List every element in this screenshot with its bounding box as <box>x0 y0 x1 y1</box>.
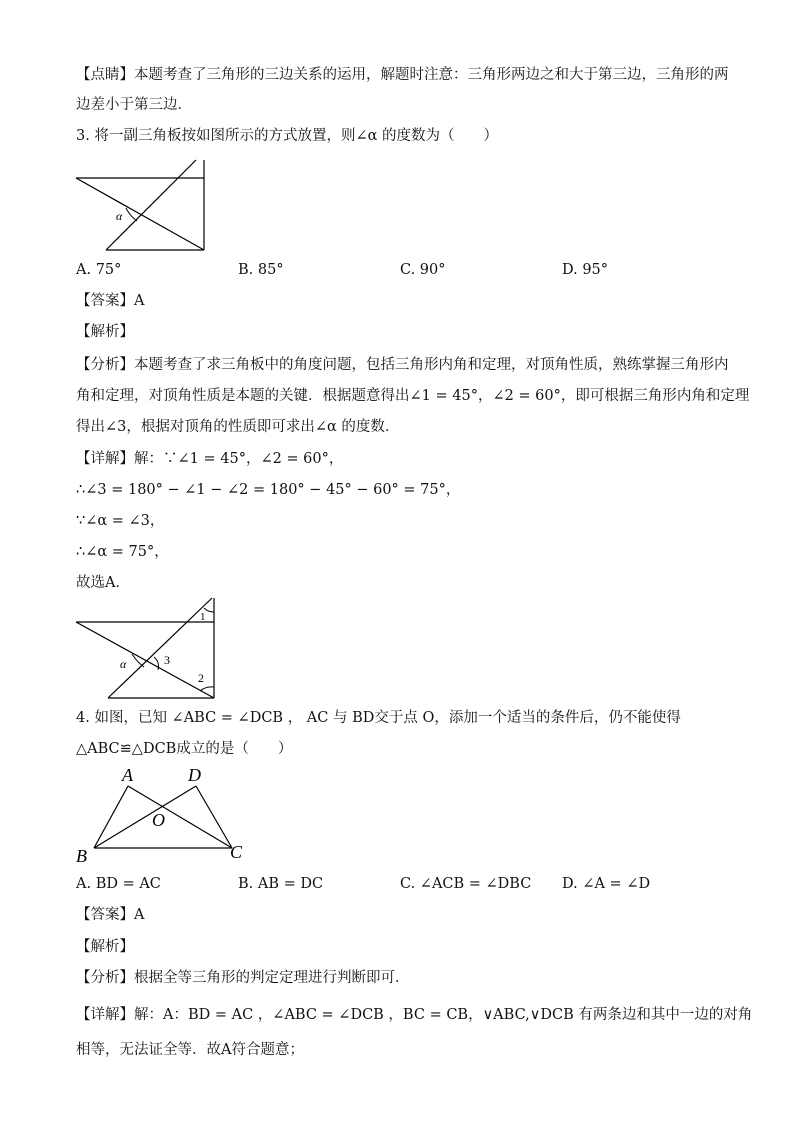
fig2-angle2-arc <box>200 687 214 691</box>
q3-jiexi-heading: 【解析】 <box>76 324 134 340</box>
q4-option-c: C. ∠ACB = ∠DBC <box>400 876 532 892</box>
fig1-alpha-label: α <box>116 209 123 223</box>
q3-detail-line-5: 故选A． <box>76 575 130 591</box>
fig3-segment-dc <box>196 786 232 848</box>
question-3-figure <box>74 158 208 254</box>
q3-analysis-line-2: 角和定理，对顶角性质是本题的关键．根据题意得出∠1 = 45°，∠2 = 60°，即可根据三角形内角和定理 <box>76 388 750 404</box>
question-4-stem-line-1: 4. 如图，已知 ∠ABC = ∠DCB ， AC 与 BD交于点 O，添加一个适当的条件后，仍不能使得 <box>76 710 681 726</box>
q4-option-a: A. BD = AC <box>76 876 161 892</box>
fig3-label-o: O <box>152 810 165 830</box>
question-3-stem: 3. 将一副三角板按如图所示的方式放置，则∠α 的度数为（ ） <box>76 128 498 144</box>
q4-detail-line-2: 相等，无法证全等．故A符合题意； <box>76 1042 304 1058</box>
question-4-figure <box>72 764 252 866</box>
q3-detail-line-1: 【详解】解：∵∠1 = 45°，∠2 = 60°， <box>76 451 344 467</box>
q3-analysis-line-3: 得出∠3，根据对顶角的性质即可求出∠α 的度数． <box>76 419 400 435</box>
fig3-label-d: D <box>188 765 201 785</box>
fig1-angle-arc <box>126 208 137 221</box>
fig2-label-1: 1 <box>200 611 206 623</box>
q4-analysis: 【分析】根据全等三角形的判定定理进行判断即可． <box>76 970 410 986</box>
q4-option-b: B. AB = DC <box>238 876 324 892</box>
fig2-angle1-arc <box>204 608 214 612</box>
fig2-label-2: 2 <box>198 671 204 685</box>
q3-option-d: D. 95° <box>562 262 609 278</box>
fig3-label-b: B <box>76 846 87 866</box>
q3-option-b: B. 85° <box>238 262 284 278</box>
fig1-hypotenuse <box>76 178 204 250</box>
q3-detail-line-3: ∵∠α = ∠3， <box>76 513 165 529</box>
fig2-hypotenuse <box>76 622 214 698</box>
q3-option-c: C. 90° <box>400 262 446 278</box>
dianjing-line-1: 【点睛】本题考查了三角形的三边关系的运用，解题时注意：三角形两边之和大于第三边，三角形的两 <box>76 67 729 83</box>
dianjing-line-2: 边差小于第三边． <box>76 97 192 113</box>
fig2-label-3: 3 <box>164 653 170 667</box>
q4-detail-line-1: 【详解】解：A：BD = AC ，∠ABC = ∠DCB ，BC = CB，∨ABC,∨DCB 有两条边和其中一边的对角 <box>76 1007 753 1023</box>
fig2-alpha-label: α <box>120 657 127 671</box>
q3-detail-line-2: ∴∠3 = 180° − ∠1 − ∠2 = 180° − 45° − 60° = 75°， <box>76 482 461 498</box>
fig2-angle3-arc <box>154 657 159 670</box>
q4-answer: 【答案】A <box>76 907 145 923</box>
fig3-segment-ab <box>94 786 128 848</box>
fig1-slant-edge <box>106 160 196 250</box>
q3-answer: 【答案】A <box>76 293 145 309</box>
q4-option-d: D. ∠A = ∠D <box>562 876 651 892</box>
q3-detail-line-4: ∴∠α = 75°， <box>76 544 169 560</box>
question-3-solution-figure <box>74 594 219 702</box>
q3-option-a: A. 75° <box>76 262 122 278</box>
q4-jiexi-heading: 【解析】 <box>76 939 134 955</box>
fig3-label-a: A <box>122 765 133 785</box>
question-4-stem-line-2: △ABC≌△DCB成立的是（ ） <box>76 741 293 757</box>
fig3-label-c: C <box>230 842 243 862</box>
q3-analysis-line-1: 【分析】本题考查了求三角板中的角度问题，包括三角形内角和定理，对顶角性质，熟练掌握三角形内 <box>76 357 729 373</box>
